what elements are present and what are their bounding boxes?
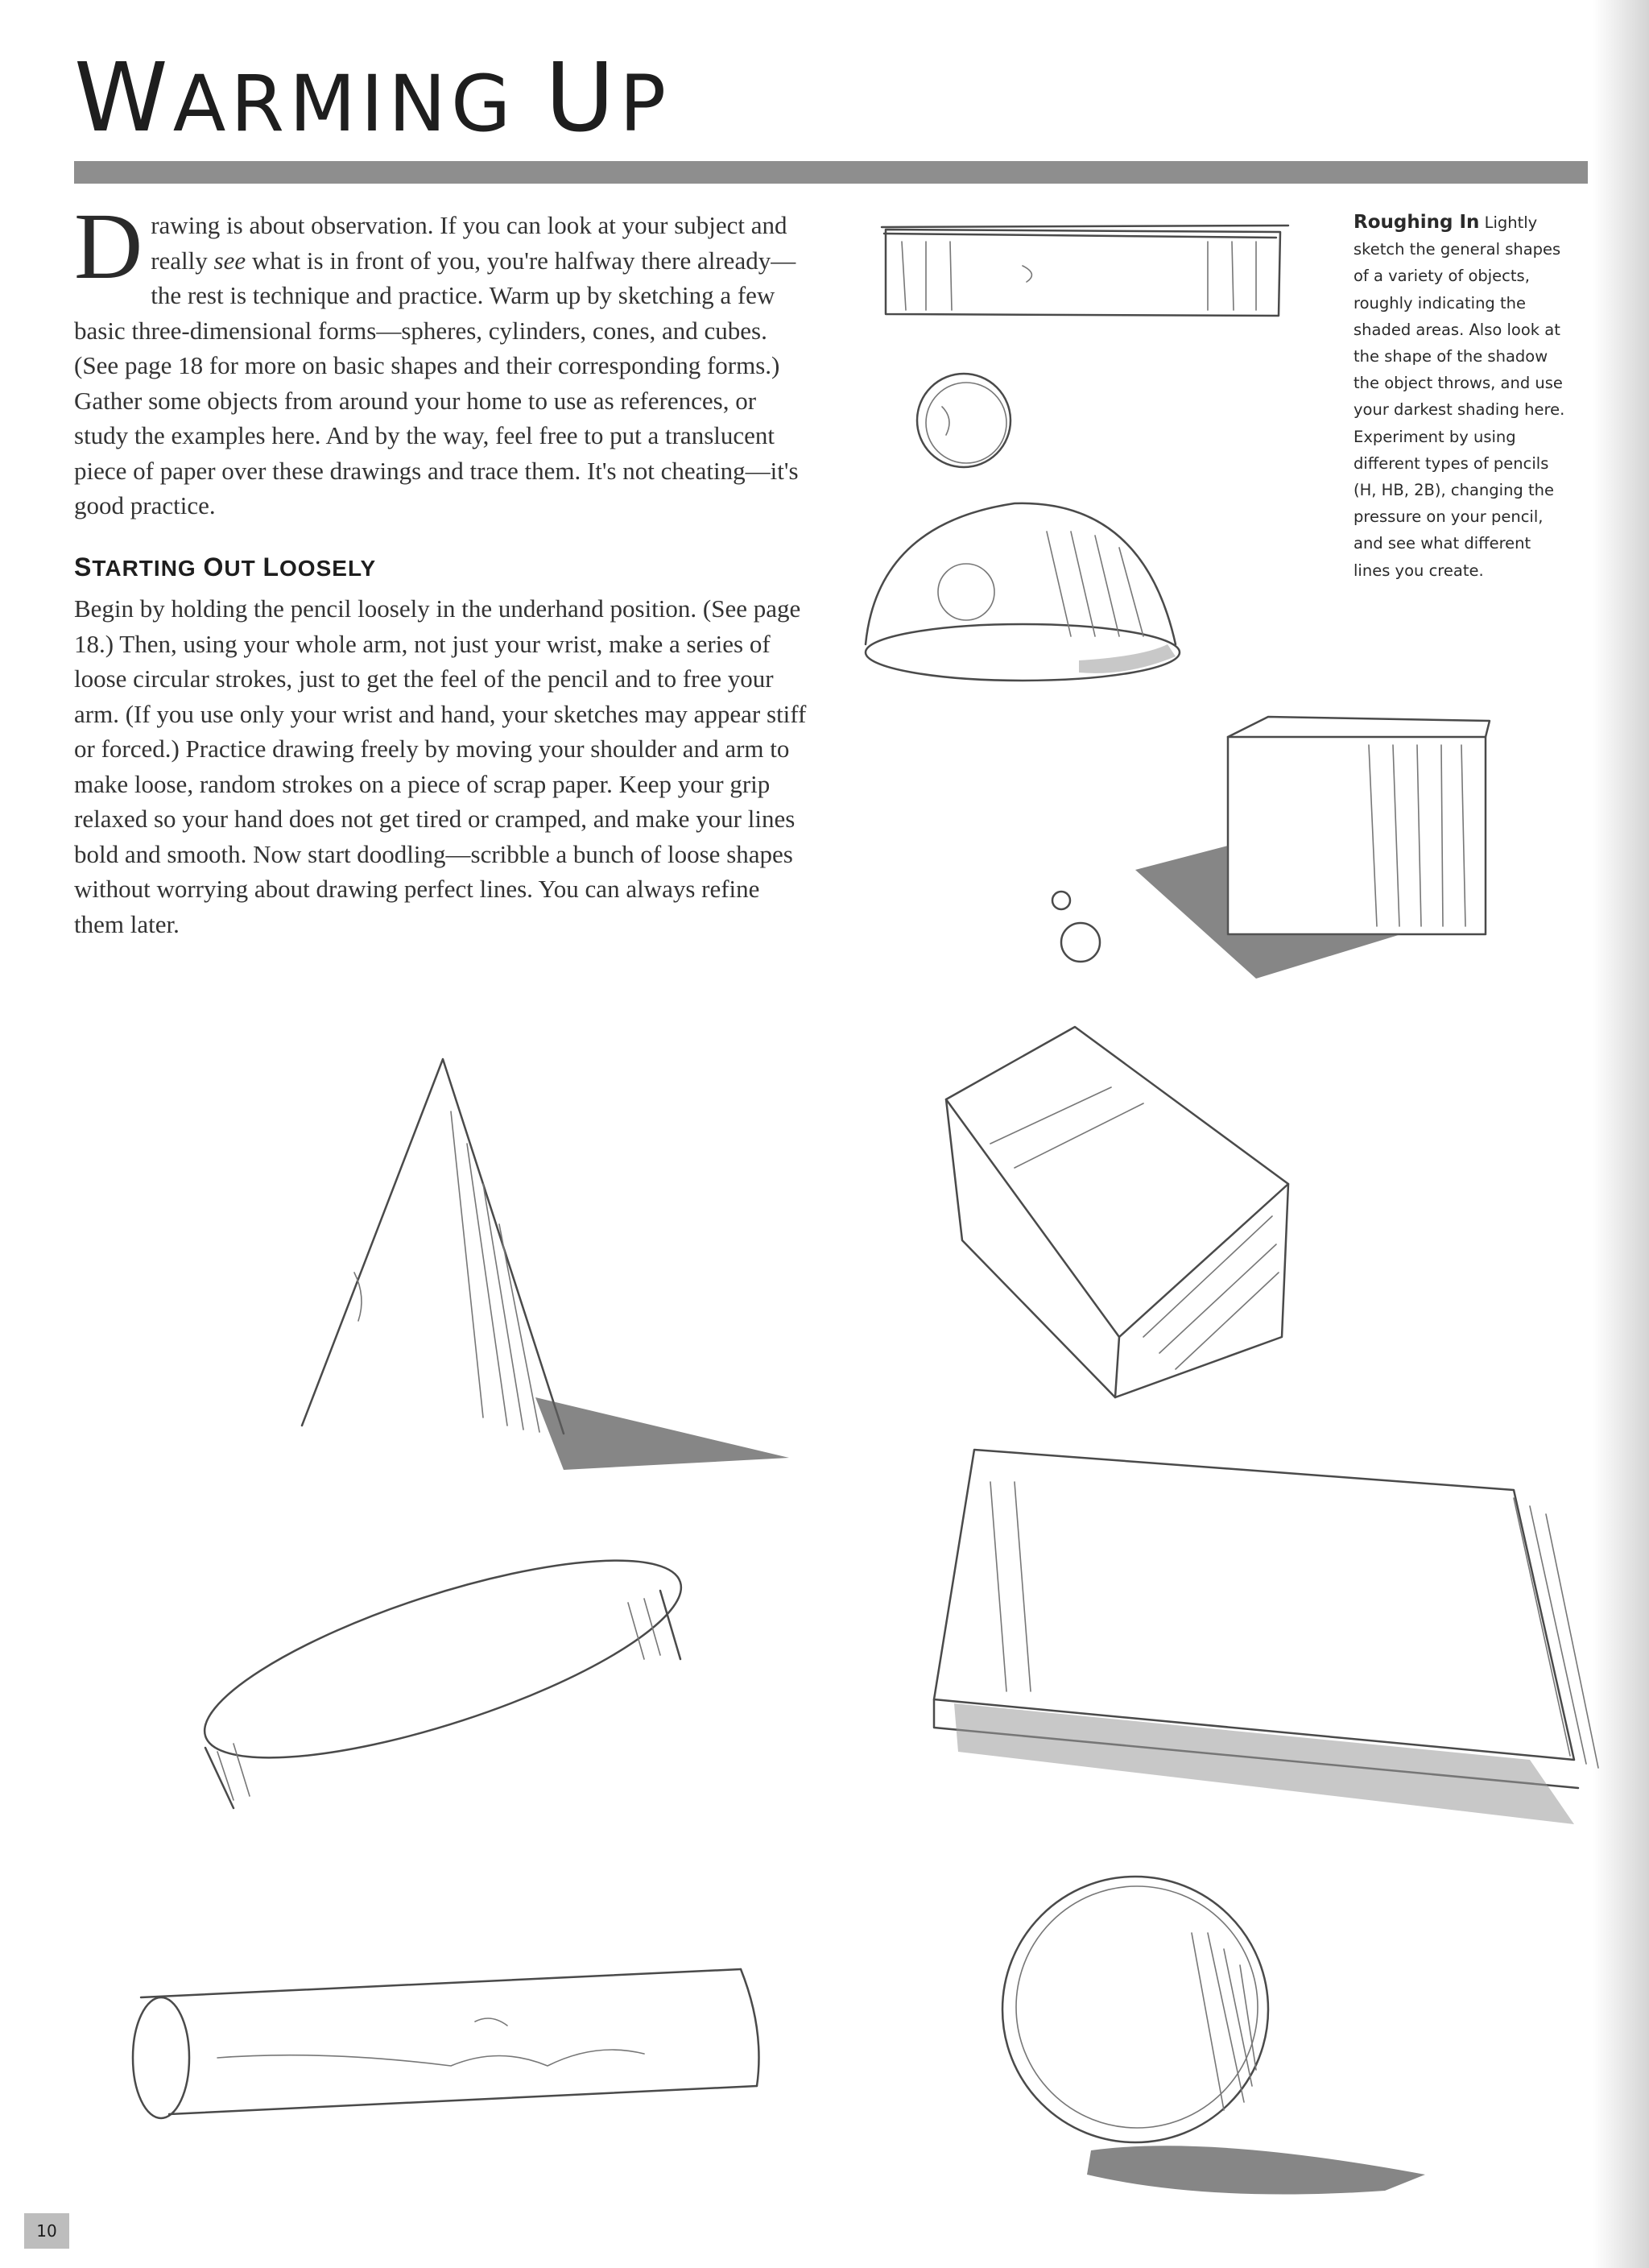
heading-rest-2: UT bbox=[224, 556, 263, 581]
title-initial: W bbox=[74, 42, 173, 153]
intro-text-2: what is in front of you, you're halfway there already—the rest is technique and practice. Warm up by sketching a few basic three-dimensional forms—spheres, cylinders, cones, and cubes. (See page 18 for more on basic shapes and their corresponding forms.) Gather some objects from around your home to use as references, or study the examples here. And by the way, feel free to put a translucent piece of paper over these drawings and trace them. It's not cheating—it's good practice. bbox=[74, 246, 799, 519]
page-number: 10 bbox=[24, 2213, 69, 2249]
drop-cap: D bbox=[74, 193, 143, 299]
sketch-cube bbox=[1052, 717, 1490, 979]
title-rest-2: P bbox=[619, 59, 672, 149]
title-initial-2: U bbox=[544, 42, 620, 153]
body-paragraph: Begin by holding the pencil loosely in the underhand position. (See page 18.) Then, using your whole arm, not just your wrist, make a series of loose circular strokes, just to get the feel of the pencil and to free your arm. (If you use only your wrist and hand, your sketches may appear stiff or forced.) Practice drawing freely by moving your shoulder and arm to make loose, random strokes on a piece of scrap paper. Keep your grip relaxed so your hand does not get tired or cramped, and make your lines bold and smooth. Now start doodling—scribble a bunch of loose shapes without worrying about drawing perfect lines. You can always refine them later. bbox=[74, 594, 807, 938]
heading-initial-2: O bbox=[203, 553, 225, 581]
sketch-tilted-box bbox=[946, 1027, 1288, 1397]
heading-initial-1: S bbox=[74, 553, 93, 581]
intro-text-1: rawing is about observation. If you can look at your subject and really bbox=[151, 211, 787, 275]
sketch-tilted-cylinder bbox=[185, 1521, 700, 1808]
sketch-dome bbox=[866, 503, 1180, 681]
sketch-cone bbox=[302, 1059, 789, 1470]
heading-initial-3: L bbox=[262, 553, 280, 581]
sketch-flat-box bbox=[882, 226, 1288, 316]
heading-rest-1: TARTING bbox=[92, 556, 204, 581]
title-rest: ARMING bbox=[172, 59, 516, 149]
heading-rest-3: OOSELY bbox=[279, 556, 377, 581]
sketch-large-sphere bbox=[1002, 1877, 1425, 2195]
sketch-small-sphere bbox=[917, 374, 1010, 467]
sketch-slab bbox=[934, 1450, 1598, 1824]
intro-emphasis: see bbox=[213, 246, 246, 275]
caption-title: Roughing In bbox=[1354, 212, 1480, 233]
caption-text: Lightly sketch the general shapes of a variety of objects, roughly indicating the shaded areas. Also look at the shape of the shadow the object throws, and use your darkest shading here. Experiment by using different types of pencils (H, HB, 2B), changing the pressure on your pencil, and see what different lines you create. bbox=[1354, 213, 1565, 580]
sketch-horizontal-cylinder bbox=[133, 1969, 759, 2118]
